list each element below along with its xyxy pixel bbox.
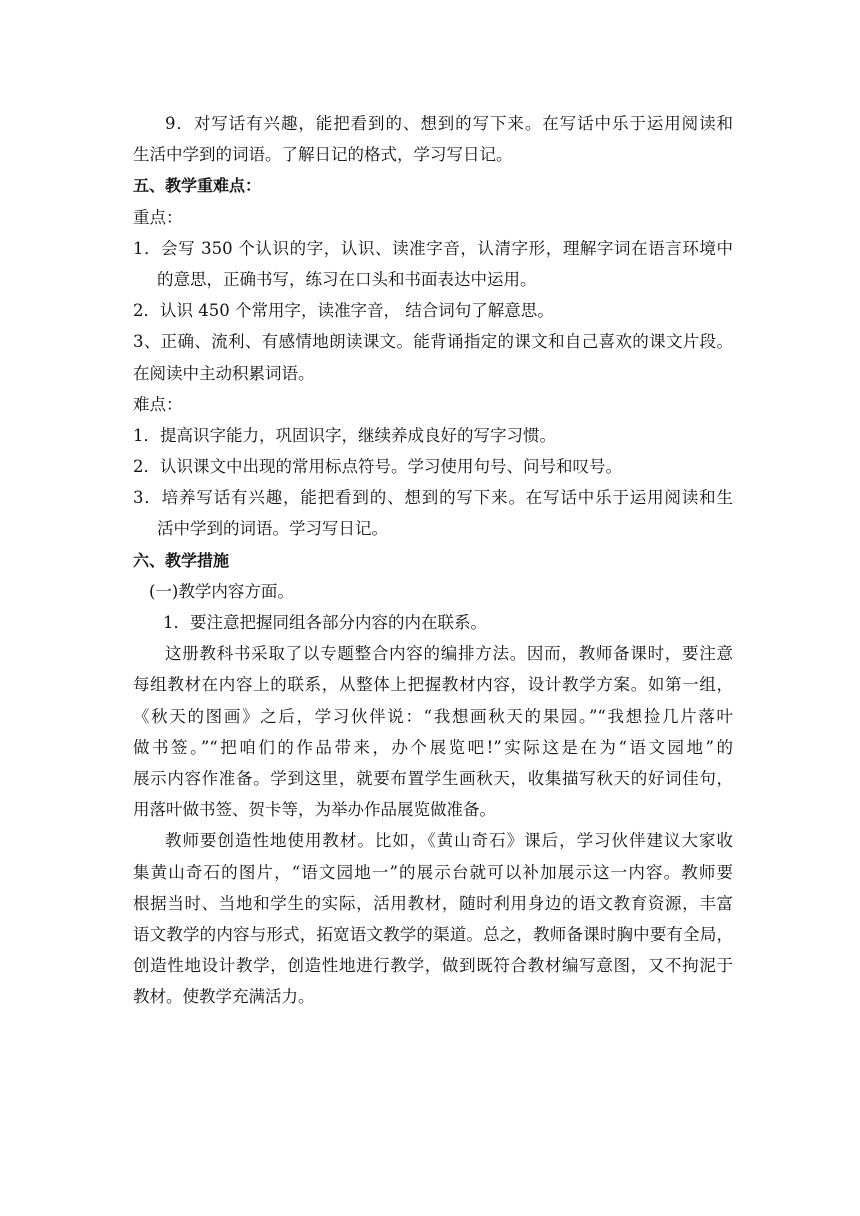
difficult-point-2: 2．认识课文中出现的常用标点符号。学习使用句号、问号和叹号。 [133,457,622,477]
difficult-point-3-line-2: 活中学到的词语。学习写日记。 [157,519,388,539]
key-point-1-line-1: 1．会写 350 个认识的字，认识、读准字音，认清字形，理解字词在语言环境中 [133,238,733,258]
paragraph-1-line-1: 这册教科书采取了以专题整合内容的编排方法。因而，教师备课时，要注意 [165,644,733,664]
paragraph-2-line-6: 教材。使教学充满活力。 [133,987,315,1007]
paragraph-2-line-2: 集黄山奇石的图片，“语文园地一”的展示台就可以补加展示这一内容。教师要 [133,862,733,882]
key-point-2: 2．认识 450 个常用字，读准字音， 结合词句了解意思。 [133,301,554,321]
difficult-points-label: 难点： [133,394,183,414]
paragraph-2-line-3: 根据当时、当地和学生的实际，活用教材，随时利用身边的语文教育资源，丰富 [133,893,733,913]
section-heading-key-difficult: 五、教学重难点： [133,176,262,196]
key-point-3-line-2: 在阅读中主动积累词语。 [133,363,315,383]
paragraph-1-line-2: 每组教材在内容上的联系，从整体上把握教材内容，设计教学方案。如第一组， [133,675,733,695]
measure-item-1: 1．要注意把握同组各部分内容的内在联系。 [163,613,487,632]
paragraph-1-line-3: 《秋天的图画》之后，学习伙伴说：“我想画秋天的果园。”“我想捡几片落叶 [133,706,733,726]
goal-9-line-2: 生活中学到的词语。了解日记的格式，学习写日记。 [133,145,513,165]
key-point-3-line-1: 3、正确、流利、有感情地朗读课文。能背诵指定的课文和自己喜欢的课文片段。 [133,332,733,352]
paragraph-2-line-5: 创造性地设计教学，创造性地进行教学，做到既符合教材编写意图，又不拘泥于 [133,956,733,976]
document-page [133,108,733,1012]
paragraph-1-line-4: 做书签。”“把咱们的作品带来，办个展览吧!”实际这是在为“语文园地”的 [133,737,733,757]
paragraph-2-line-1: 教师要创造性地使用教材。比如，《黄山奇石》课后，学习伙伴建议大家收 [165,831,733,851]
key-point-1-line-2: 的意思，正确书写，练习在口头和书面表达中运用。 [157,269,537,289]
paragraph-1-line-5: 展示内容作准备。学到这里，就要布置学生画秋天，收集描写秋天的好词佳句， [133,768,733,788]
paragraph-2-line-4: 语文教学的内容与形式，拓宽语文教学的渠道。总之，教师备课时胸中要有全局， [133,924,733,944]
paragraph-1-line-6: 用落叶做书签、贺卡等，为举办作品展览做准备。 [133,800,496,820]
section-heading-measures: 六、教学措施 [133,550,230,570]
difficult-point-3-line-1: 3．培养写话有兴趣，能把看到的、想到的写下来。在写话中乐于运用阅读和生 [133,488,733,508]
goal-9-line-1: 9．对写话有兴趣，能把看到的、想到的写下来。在写话中乐于运用阅读和 [165,114,733,133]
subsection-content: (一)教学内容方面。 [149,581,294,601]
difficult-point-1: 1．提高识字能力，巩固识字，继续养成良好的写字习惯。 [133,425,556,445]
key-points-label: 重点： [133,207,183,227]
